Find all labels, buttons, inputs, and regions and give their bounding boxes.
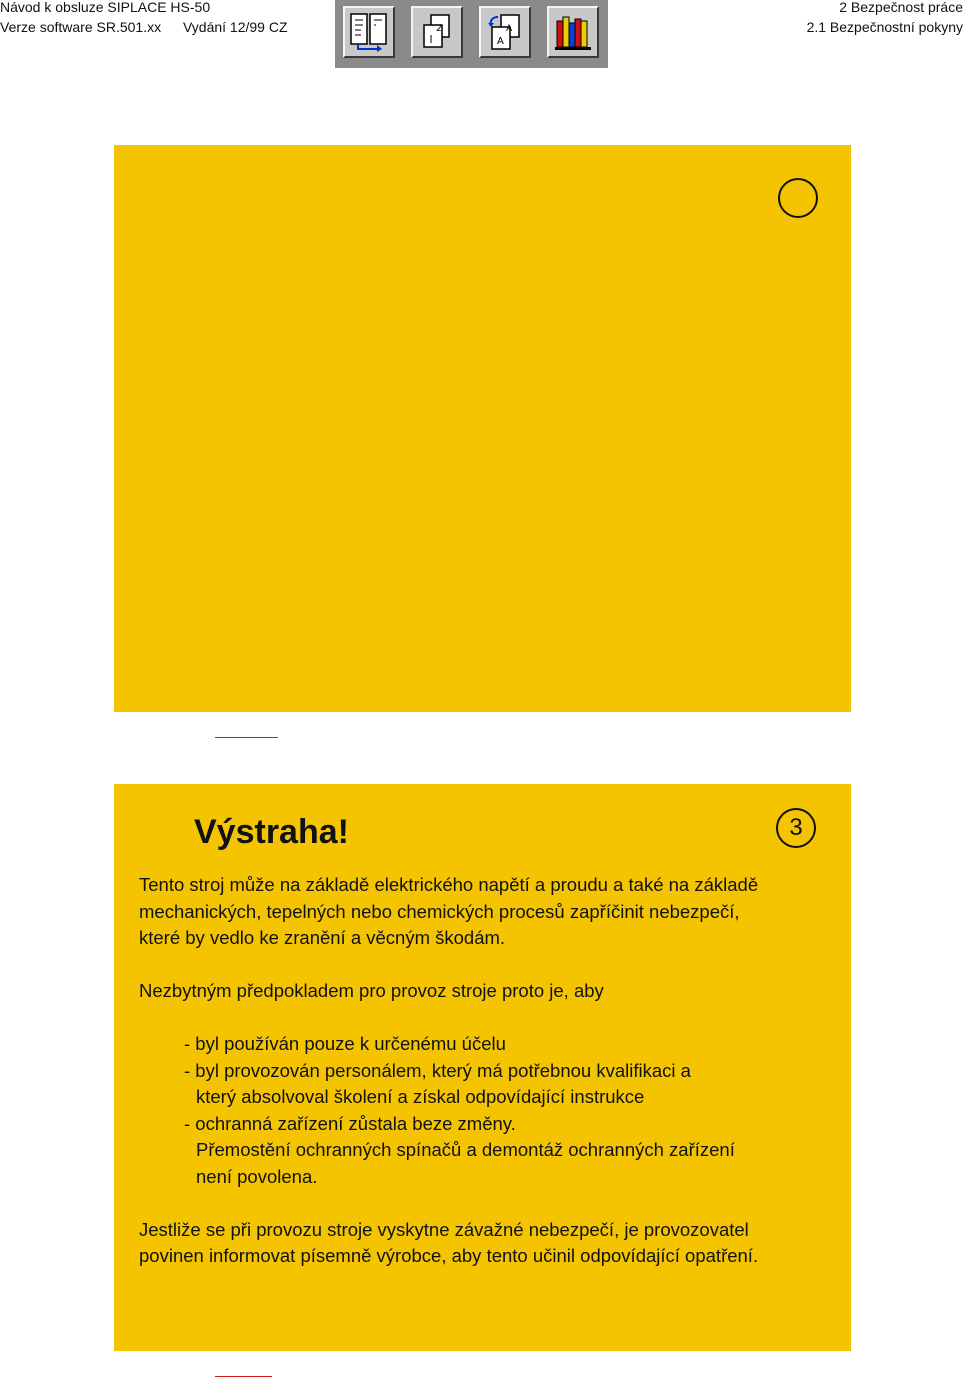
- condition-continuation: není povolena.: [196, 1165, 318, 1187]
- condition-continuation: Přemostění ochranných spínačů a demontáž ochranných zařízení: [196, 1139, 735, 1160]
- pages-button[interactable]: [411, 6, 463, 58]
- chapter-title: 2 Bezpečnost práce: [839, 0, 963, 15]
- svg-text:2: 2: [436, 24, 442, 34]
- warning-title: Výstraha!: [194, 813, 349, 851]
- library-button[interactable]: [547, 6, 599, 58]
- svg-text:A: A: [506, 24, 513, 34]
- section-title: 2.1 Bezpečnostní pokyny: [806, 19, 963, 35]
- condition-continuation: který absolvoval školení a získal odpovídající instrukce: [196, 1086, 645, 1107]
- intro-line: mechanických, tepelných nebo chemických procesů zapříčinit nebezpečí,: [139, 900, 740, 922]
- svg-text:A: A: [497, 36, 504, 47]
- condition-item: - byl provozován personálem, který má potřebnou kvalifikaci a: [184, 1059, 691, 1081]
- blank-panel: [114, 145, 851, 712]
- empty-circle-marker: [778, 178, 818, 218]
- software-version: Verze software SR.501.xx: [0, 19, 162, 35]
- warning-number-badge: 3: [776, 808, 816, 848]
- table-of-contents-icon: [348, 11, 390, 53]
- header-right: [807, 0, 963, 37]
- contents-button[interactable]: [343, 6, 395, 58]
- premise-line: Nezbytným předpokladem pro provoz stroje proto je, aby: [139, 980, 604, 1001]
- link-underline[interactable]: [215, 737, 278, 738]
- library-books-icon: [552, 11, 594, 53]
- condition-item: - ochranná zařízení zůstala beze změny.: [184, 1112, 516, 1134]
- header-left: [0, 0, 288, 37]
- closing-line: Jestliže se při provozu stroje vyskytne závažné nebezpečí, je provozovatel: [139, 1218, 749, 1240]
- warning-body: [139, 872, 829, 1270]
- back-navigation-icon: [484, 11, 526, 53]
- edition: Vydání 12/99 CZ: [182, 19, 288, 35]
- navigation-toolbar: [335, 0, 608, 68]
- warning-panel: [114, 784, 851, 1351]
- condition-item: - byl používán pouze k určenému účelu: [184, 1033, 506, 1054]
- closing-line: povinen informovat písemně výrobce, aby tento učinil odpovídající opatření.: [139, 1245, 759, 1266]
- intro-line: Tento stroj může na základě elektrického napětí a proudu a také na základě: [139, 874, 759, 895]
- back-button[interactable]: [479, 6, 531, 58]
- pages-icon: [416, 11, 458, 53]
- manual-title: Návod k obsluze SIPLACE HS-50: [0, 0, 211, 15]
- intro-line: které by vedlo ke zranění a věcným škodám.: [139, 927, 506, 948]
